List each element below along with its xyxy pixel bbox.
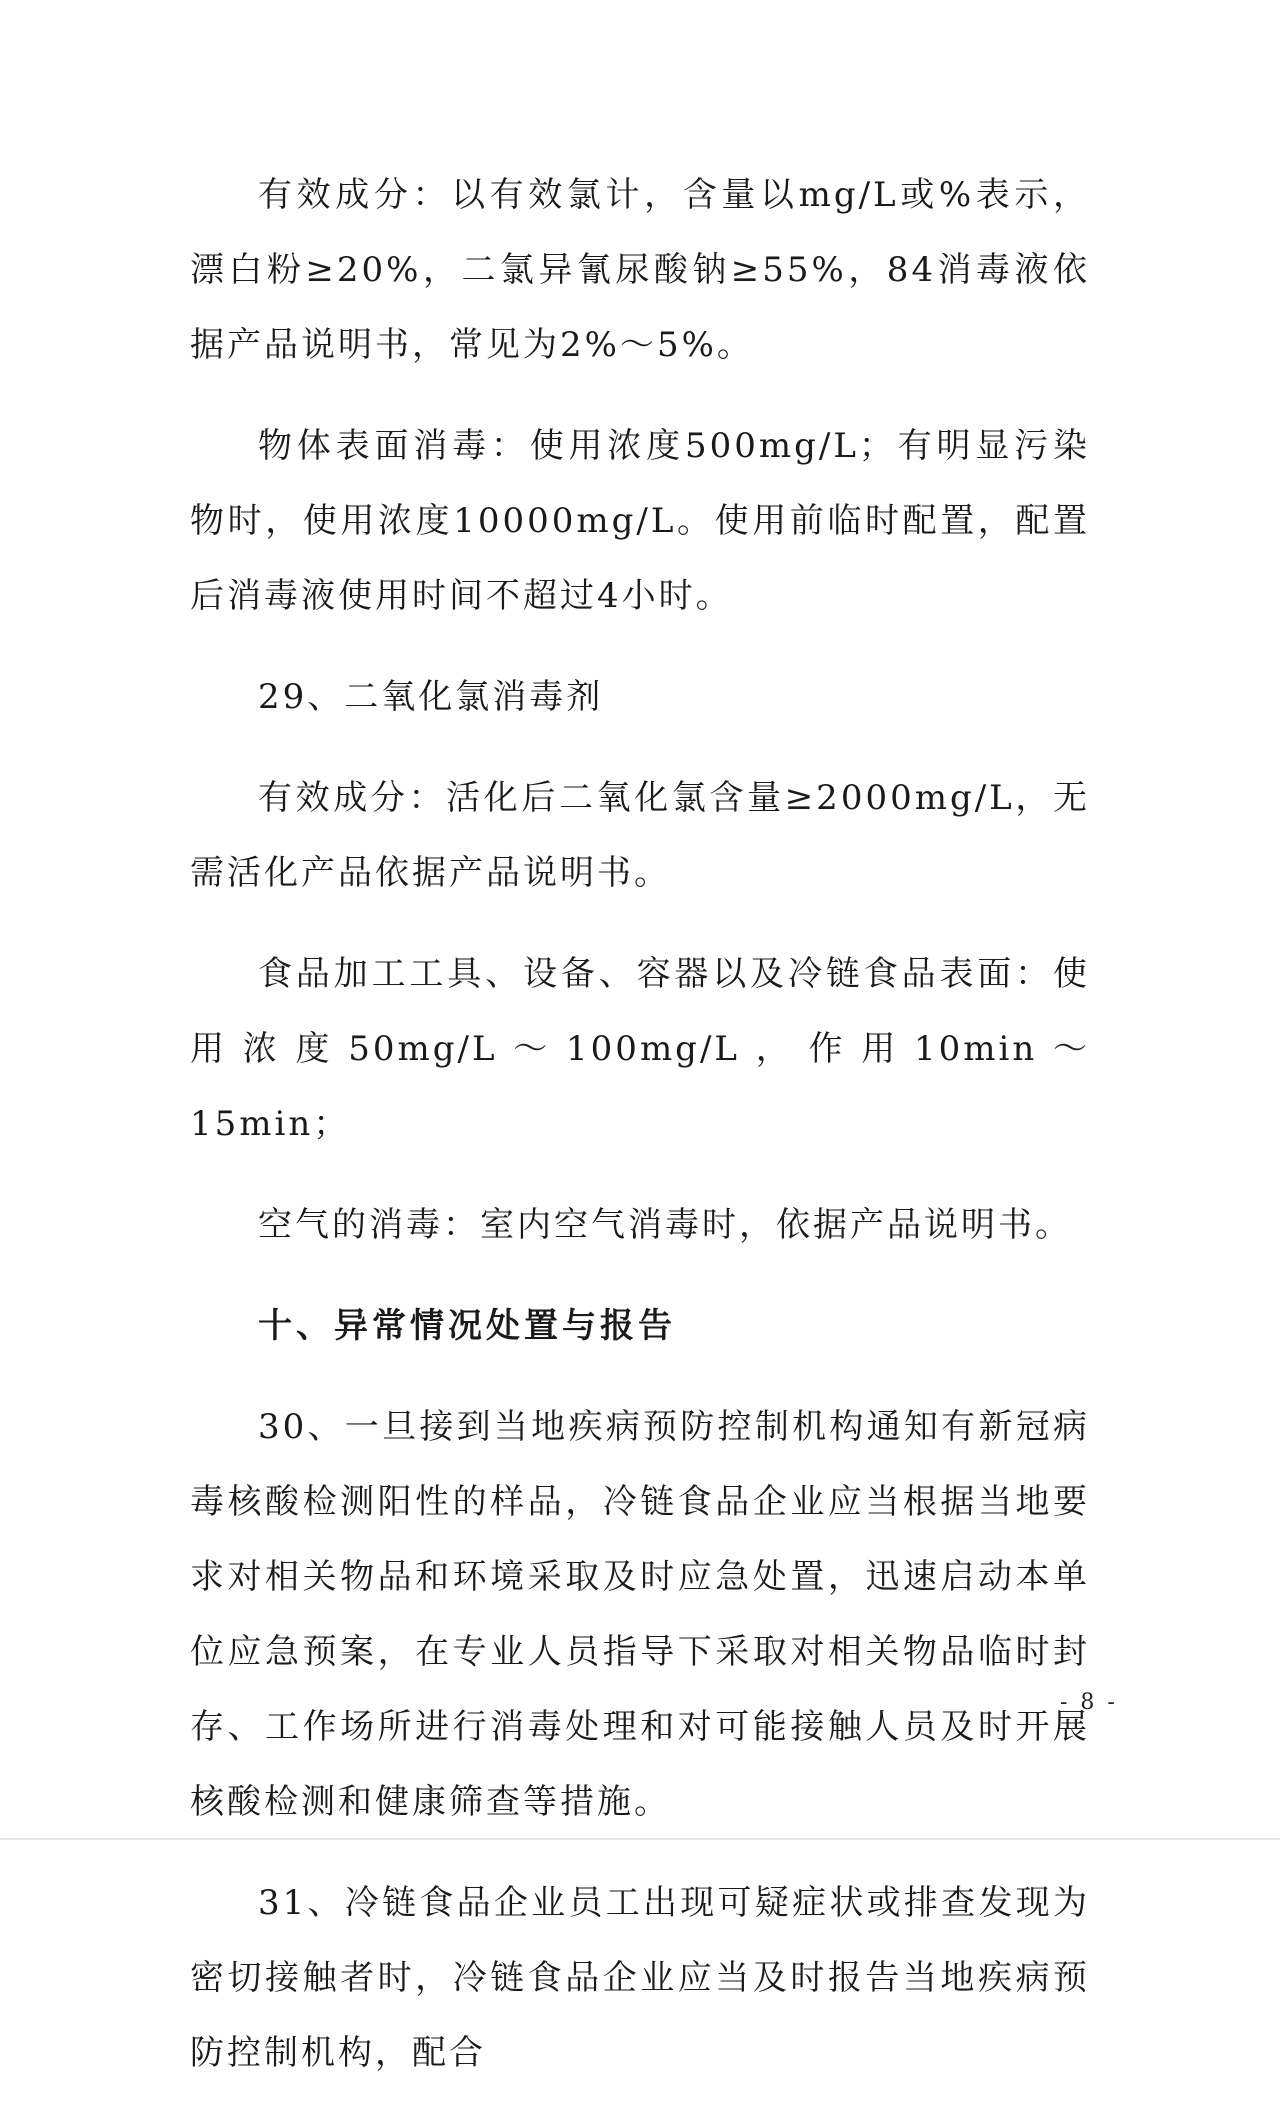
paragraph-chlorine-dioxide-ingredients: 有效成分：活化后二氧化氯含量≥2000mg/L，无需活化产品依据产品说明书。 [190, 778, 1090, 893]
paragraph-food-tools-disinfection: 食品加工工具、设备、容器以及冷链食品表面：使用浓度50mg/L～100mg/L，作用10min～15min； [190, 954, 1090, 1144]
item-29-title: 29、二氧化氯消毒剂 [258, 677, 604, 717]
section-10-heading: 十、异常情况处置与报告 [258, 1306, 676, 1346]
document-body [190, 158, 1090, 2117]
paragraph-surface-disinfection: 物体表面消毒：使用浓度500mg/L；有明显污染物时，使用浓度10000mg/L。使用前临时配置，配置后消毒液使用时间不超过4小时。 [190, 426, 1090, 616]
paragraph-chlorine-ingredients: 有效成分：以有效氯计，含量以mg/L或%表示，漂白粉≥20%，二氯异氰尿酸钠≥55%，84消毒液依据产品说明书，常见为2%～5%。 [190, 175, 1090, 365]
paragraph-item-31: 31、冷链食品企业员工出现可疑症状或排查发现为密切接触者时，冷链食品企业应当及时报告当地疾病预防控制机构，配合 [190, 1883, 1090, 2073]
bottom-edge-divider [0, 1838, 1280, 1840]
paragraph-air-disinfection: 空气的消毒：室内空气消毒时，依据产品说明书。 [258, 1205, 1072, 1245]
paragraph-item-30: 30、一旦接到当地疾病预防控制机构通知有新冠病毒核酸检测阳性的样品，冷链食品企业应当根据当地要求对相关物品和环境采取及时应急处置，迅速启动本单位应急预案，在专业人员指导下采取对相关物品临时封存、工作场所进行消毒处理和对可能接触人员及时开展核酸检测和健康筛查等措施。 [190, 1407, 1090, 1822]
page-number: - 8 - [1060, 1690, 1118, 1715]
